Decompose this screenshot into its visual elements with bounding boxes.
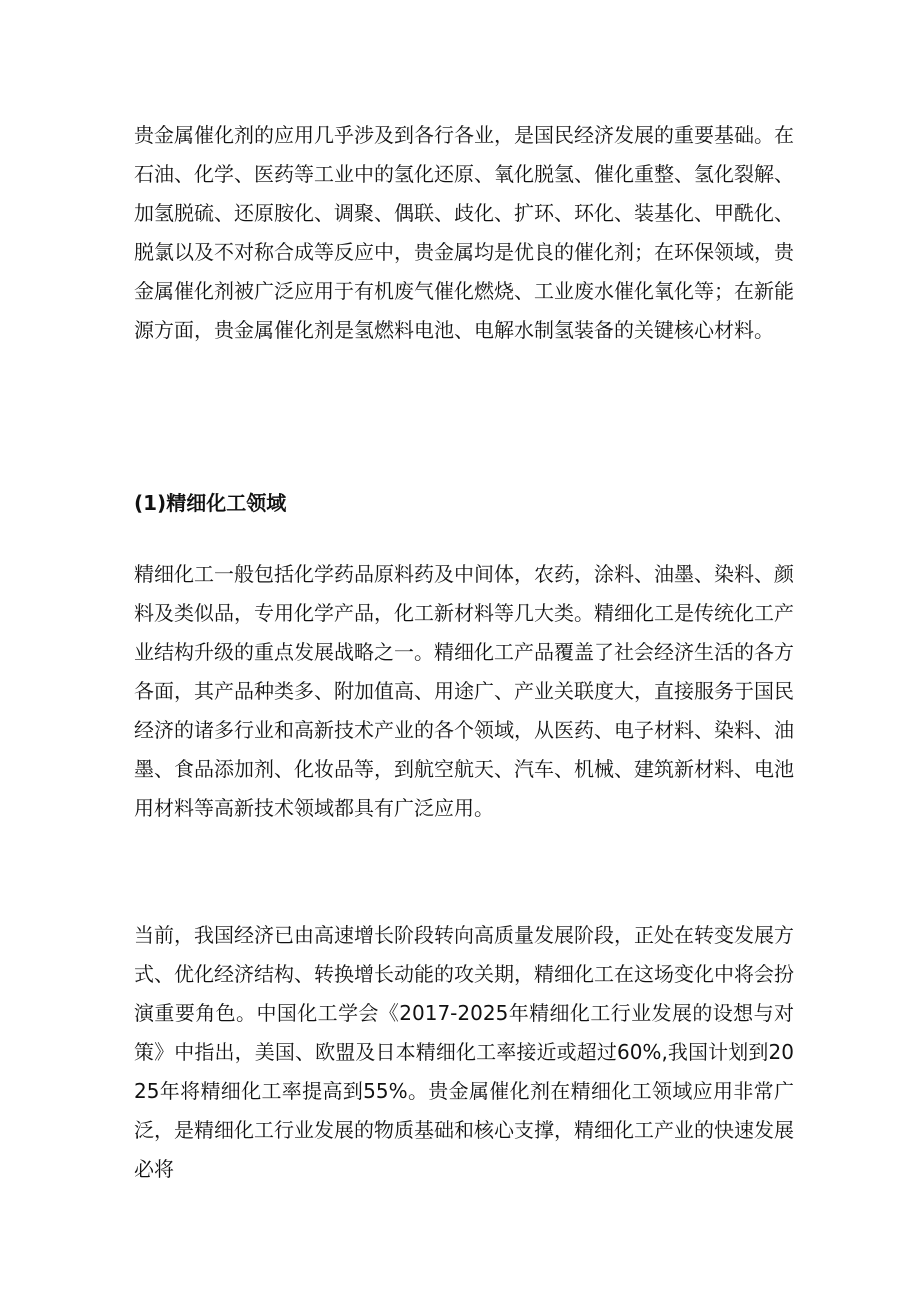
section-heading: (1)精细化工领域 (134, 491, 287, 515)
intro-paragraph: 贵金属催化剂的应用几乎涉及到各行各业，是国民经济发展的重要基础。在石油、化学、医药等工业中的氢化还原、氧化脱氢、催化重整、氢化裂解、加氢脱硫、还原胺化、调聚、偶联、歧化、扩环、环化、装基化、甲酰化、脱氯以及不对称合成等反应中，贵金属均是优良的催化剂；在环保领域，贵金属催化剂被广泛应用于有机废气催化燃烧、工业废水催化氧化等；在新能源方面，贵金属催化剂是氢燃料电池、电解水制氢装备的关键核心材料。 (134, 123, 794, 342)
fine-chemical-paragraph: 精细化工一般包括化学药品原料药及中间体，农药，涂料、油墨、染料、颜料及类似品，专用化学产品，化工新材料等几大类。精细化工是传统化工产业结构升级的重点发展战略之一。精细化工产品覆盖了社会经济生活的各方各面，其产品种类多、附加值高、用途广、产业关联度大，直接服务于国民经济的诸多行业和高新技术产业的各个领域，从医药、电子材料、染料、油墨、食品添加剂、化妆品等，到航空航天、汽车、机械、建筑新材料、电池用材料等高新技术领域都具有广泛应用。 (134, 562, 794, 820)
current-status-paragraph: 当前，我国经济已由高速增长阶段转向高质量发展阶段，正处在转变发展方式、优化经济结构、转换增长动能的攻关期，精细化工在这场变化中将会扮演重要角色。中国化工学会《2017-2025年精细化工行业发展的设想与对策》中指出，美国、欧盟及日本精细化工率接近或超过60%,我国计划到2025年将精细化工率提高到55%。贵金属催化剂在精细化工领域应用非常广泛，是精细化工行业发展的物质基础和核心支撑，精细化工产业的快速发展必将 (134, 923, 794, 1181)
